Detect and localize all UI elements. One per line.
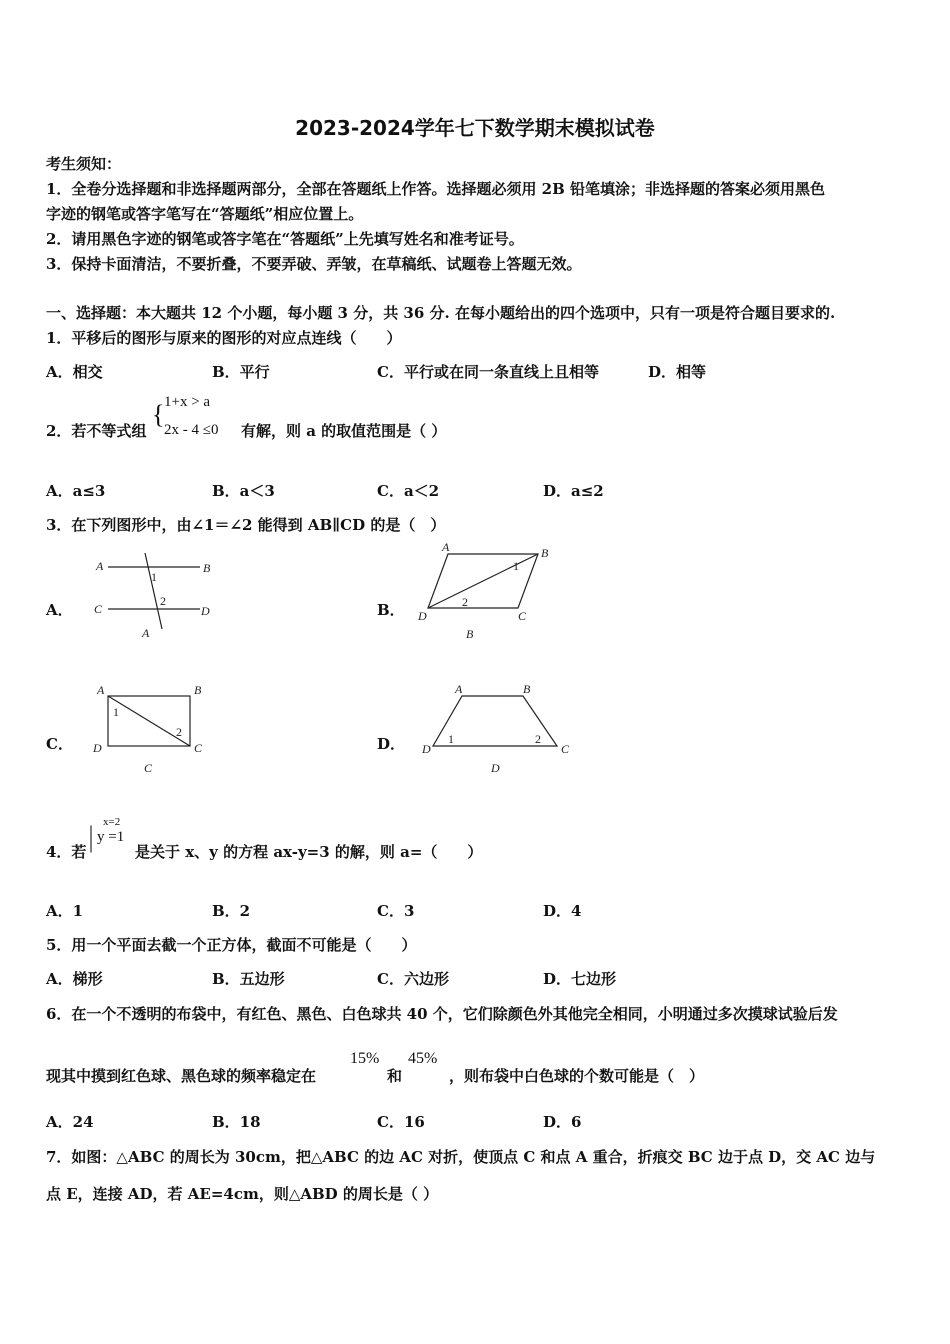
q6-line-1: 6．在一个不透明的布袋中，有红色、黑色、白色球共 40 个，它们除颜色外其他完全相同，小明通过多次摸球试验后发: [46, 1005, 838, 1023]
notice-line-1b: 字迹的钢笔或答字笔写在“答题纸”相应位置上。: [46, 205, 364, 223]
q3-figure-c: [88, 678, 218, 783]
q4-option-b: B．2: [212, 902, 251, 920]
q7-line-1: 7．如图：△ABC 的周长为 30cm，把△ABC 的边 AC 对折，使顶点 C 和点 A 重合，折痕交 BC 边于点 D，交 AC 边与: [46, 1148, 876, 1166]
q2-option-d: D．a≤2: [543, 482, 604, 500]
q5-option-a: A．梯形: [46, 970, 103, 988]
q5-stem: 5．用一个平面去截一个正方体，截面不可能是（ ）: [46, 936, 417, 954]
q6-and: 和: [387, 1067, 403, 1085]
fig-c-angle-1: 1: [113, 705, 119, 719]
q2-ineq-2: 2x - 4 ≤0: [164, 422, 219, 438]
notice-heading: 考生须知：: [46, 155, 122, 173]
q3-option-c-label: C．: [46, 735, 73, 753]
q6-line-2b: ，则布袋中白色球的个数可能是（ ）: [449, 1067, 705, 1085]
q4-prefix: 4．若: [46, 843, 87, 861]
q4-eq-bottom: y =1: [97, 829, 125, 845]
q3-option-b-label: B．: [377, 601, 405, 619]
q1-option-b: B．平行: [212, 363, 270, 381]
q2-option-c: C．a＜2: [377, 482, 440, 500]
q4-eq-top: x=2: [103, 816, 121, 828]
q4-option-d: D．4: [543, 902, 582, 920]
fig-d-label-b: B: [523, 682, 531, 696]
fig-d-angle-1: 1: [448, 732, 454, 746]
fig-c-label-a: A: [97, 683, 105, 697]
q4-brace: |: [88, 820, 95, 853]
fig-a-angle-2: 2: [160, 594, 166, 608]
q2-brace: {: [152, 400, 165, 429]
fig-c-angle-2: 2: [176, 725, 182, 739]
q5-option-c: C．六边形: [377, 970, 449, 988]
q2-option-a: A．a≤3: [46, 482, 106, 500]
q6-percent-2: 45%: [408, 1050, 438, 1067]
q4-option-a: A．1: [46, 902, 84, 920]
fig-b-caption: B: [466, 627, 474, 641]
q1-option-d: D．相等: [648, 363, 707, 381]
q2-ineq-1: 1+x > a: [164, 394, 211, 410]
q3-stem: 3．在下列图形中，由∠1＝∠2 能得到 AB∥CD 的是（ ）: [46, 516, 446, 534]
q3-figure-a: [80, 545, 230, 645]
notice-line-1a: 1．全卷分选择题和非选择题两部分，全部在答题纸上作答。选择题必须用 2B 铅笔填涂；非选择题的答案必须用黑色: [46, 180, 826, 198]
q3-option-a-label: A．: [46, 601, 73, 619]
q6-percent-1: 15%: [350, 1050, 380, 1067]
fig-b-label-b: B: [541, 546, 549, 560]
q2-prefix: 2．若不等式组: [46, 422, 147, 440]
q1-stem: 1．平移后的图形与原来的图形的对应点连线（ ）: [46, 329, 402, 347]
q5-option-d: D．七边形: [543, 970, 617, 988]
q7-line-2: 点 E，连接 AD，若 AE=4cm，则△ABD 的周长是（ ）: [46, 1185, 439, 1203]
q6-option-a: A．24: [46, 1113, 94, 1131]
fig-d-caption: D: [491, 761, 500, 775]
notice-line-2: 2．请用黑色字迹的钢笔或答字笔在“答题纸”上先填写姓名和准考证号。: [46, 230, 524, 248]
fig-b-angle-2: 2: [462, 595, 468, 609]
fig-a-angle-1: 1: [151, 570, 157, 584]
q2-option-b: B．a＜3: [212, 482, 275, 500]
fig-a-label-d: D: [201, 604, 210, 618]
fig-a-caption: A: [142, 626, 150, 640]
fig-d-label-a: A: [455, 682, 463, 696]
fig-a-label-b: B: [203, 561, 211, 575]
q3-option-d-label: D．: [377, 735, 406, 753]
fig-a-label-c: C: [94, 602, 103, 616]
fig-c-label-b: B: [194, 683, 202, 697]
fig-b-angle-1: 1: [513, 559, 519, 573]
q3-figure-b: [410, 540, 570, 645]
q4-suffix: 是关于 x、y 的方程 ax-y=3 的解，则 a=（ ）: [135, 843, 483, 861]
q6-option-c: C．16: [377, 1113, 425, 1131]
fig-b-label-a: A: [442, 540, 450, 554]
fig-d-label-d: D: [422, 742, 431, 756]
section-heading: 一、选择题：本大题共 12 个小题，每小题 3 分，共 36 分. 在每小题给出的四个选项中，只有一项是符合题目要求的.: [46, 304, 836, 322]
page-title: 2023-2024学年七下数学期末模拟试卷: [295, 116, 655, 140]
q6-option-d: D．6: [543, 1113, 582, 1131]
fig-c-label-d: D: [93, 741, 102, 755]
fig-a-label-a: A: [96, 559, 104, 573]
q4-option-c: C．3: [377, 902, 415, 920]
fig-b-label-d: D: [418, 609, 427, 623]
fig-c-label-c: C: [194, 741, 203, 755]
fig-d-label-c: C: [561, 742, 570, 756]
q6-option-b: B．18: [212, 1113, 261, 1131]
q1-option-a: A．相交: [46, 363, 103, 381]
fig-d-angle-2: 2: [535, 732, 541, 746]
q6-line-2a: 现其中摸到红色球、黑色球的频率稳定在: [46, 1067, 317, 1085]
q5-option-b: B．五边形: [212, 970, 285, 988]
q3-figure-d: [415, 678, 585, 783]
fig-c-caption: C: [144, 761, 153, 775]
fig-b-label-c: C: [518, 609, 527, 623]
q1-option-c: C．平行或在同一条直线上且相等: [377, 363, 599, 381]
notice-line-3: 3．保持卡面清洁，不要折叠，不要弄破、弄皱，在草稿纸、试题卷上答题无效。: [46, 255, 582, 273]
q2-suffix: 有解，则 a 的取值范围是（ ）: [241, 422, 447, 440]
